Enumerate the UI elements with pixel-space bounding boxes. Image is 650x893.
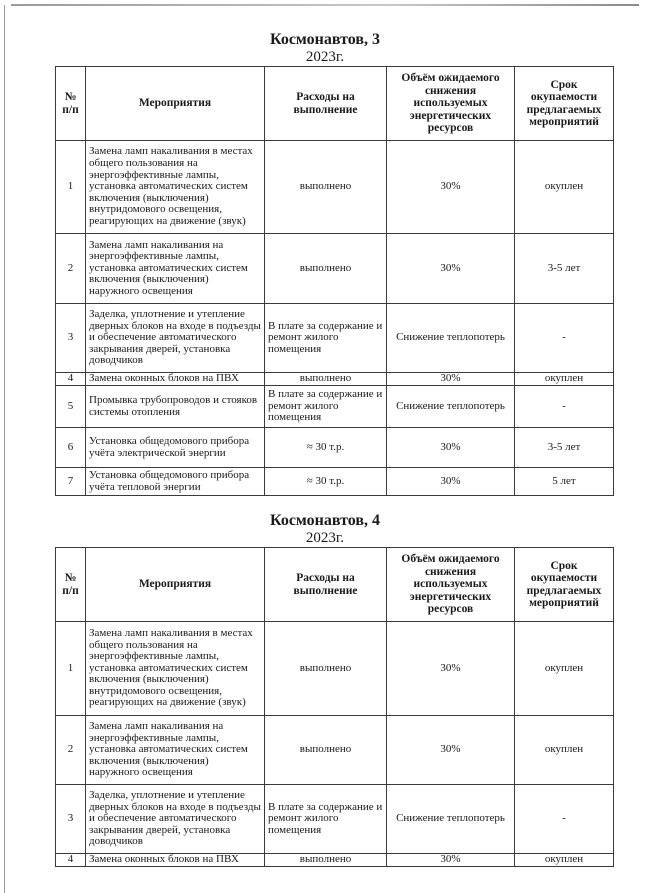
row-num: 6 xyxy=(56,428,86,468)
row-payback: - xyxy=(515,785,614,854)
row-measure: Установка общедомового прибора учёта электрической энергии xyxy=(86,428,265,468)
row-measure: Замена оконных блоков на ПВХ xyxy=(86,373,265,386)
row-payback: окуплен xyxy=(515,716,614,785)
row-cost: ≈ 30 т.р. xyxy=(265,428,387,468)
row-payback: окуплен xyxy=(515,854,614,867)
row-cost: ≈ 30 т.р. xyxy=(265,468,387,496)
row-payback: окуплен xyxy=(515,373,614,386)
table-header-row xyxy=(56,548,614,622)
row-payback: окуплен xyxy=(515,622,614,716)
table-row xyxy=(56,304,614,373)
section-year: 2023г. xyxy=(305,530,345,546)
measures-table xyxy=(55,66,614,496)
row-measure: Заделка, уплотнение и утепление дверных блоков на входе в подъезды и обеспечение автоматического закрывания дверей, установка доводчиков xyxy=(86,785,265,854)
row-num: 5 xyxy=(56,386,86,428)
row-reduction: Снижение теплопотерь xyxy=(387,785,515,854)
row-num: 2 xyxy=(56,234,86,304)
table-row xyxy=(56,386,614,428)
row-cost: В плате за содержание и ремонт жилого помещения xyxy=(265,386,387,428)
row-reduction: 30% xyxy=(387,428,515,468)
col-header-measure: Мероприятия xyxy=(86,548,265,622)
row-measure: Замена ламп накаливания в местах общего пользования на энергоэффективные лампы, установка автоматических систем включения (выключения) внутридомового освещения, реагирующих на движение (звук) xyxy=(86,622,265,716)
col-header-payback: Срок окупаемости предлагаемых мероприятий xyxy=(515,548,614,622)
row-payback: окуплен xyxy=(515,141,614,234)
row-num: 4 xyxy=(56,854,86,867)
row-cost: выполнено xyxy=(265,622,387,716)
row-reduction: 30% xyxy=(387,622,515,716)
row-measure: Заделка, уплотнение и утепление дверных блоков на входе в подъезды и обеспечение автоматического закрывания дверей, установка доводчиков xyxy=(86,304,265,373)
row-measure: Промывка трубопроводов и стояков системы отопления xyxy=(86,386,265,428)
row-reduction: Снижение теплопотерь xyxy=(387,386,515,428)
measures-table xyxy=(55,547,614,867)
table-row xyxy=(56,716,614,785)
col-header-reduction: Объём ожидаемого снижения используемых энергетических ресурсов xyxy=(387,67,515,141)
row-reduction: 30% xyxy=(387,234,515,304)
row-payback: - xyxy=(515,386,614,428)
row-reduction: 30% xyxy=(387,373,515,386)
row-measure: Установка общедомового прибора учёта тепловой энергии xyxy=(86,468,265,496)
row-measure: Замена ламп накаливания на энергоэффективные лампы, установка автоматических систем включения (выключения) наружного освещения xyxy=(86,234,265,304)
row-cost: выполнено xyxy=(265,141,387,234)
row-num: 1 xyxy=(56,622,86,716)
row-cost: выполнено xyxy=(265,373,387,386)
table-header-row xyxy=(56,67,614,141)
section-title: Космонавтов, 4 xyxy=(270,512,380,529)
row-measure: Замена ламп накаливания в местах общего пользования на энергоэффективные лампы, установка автоматических систем включения (выключения) внутридомового освещения, реагирующих на движение (звук) xyxy=(86,141,265,234)
section-year: 2023г. xyxy=(305,49,345,65)
row-cost: В плате за содержание и ремонт жилого помещения xyxy=(265,304,387,373)
table-row xyxy=(56,428,614,468)
row-measure: Замена оконных блоков на ПВХ xyxy=(86,854,265,867)
row-num: 7 xyxy=(56,468,86,496)
row-payback: 3-5 лет xyxy=(515,234,614,304)
row-num: 3 xyxy=(56,785,86,854)
row-cost: выполнено xyxy=(265,716,387,785)
col-header-reduction: Объём ожидаемого снижения используемых энергетических ресурсов xyxy=(387,548,515,622)
table-row xyxy=(56,785,614,854)
col-header-cost: Расходы на выполнение xyxy=(265,548,387,622)
row-num: 2 xyxy=(56,716,86,785)
col-header-num: № п/п xyxy=(56,67,86,141)
col-header-cost: Расходы на выполнение xyxy=(265,67,387,141)
table-row xyxy=(56,234,614,304)
row-payback: - xyxy=(515,304,614,373)
row-reduction: 30% xyxy=(387,468,515,496)
row-cost: выполнено xyxy=(265,854,387,867)
row-num: 1 xyxy=(56,141,86,234)
section-title: Космонавтов, 3 xyxy=(270,31,380,48)
row-reduction: 30% xyxy=(387,716,515,785)
table-row xyxy=(56,622,614,716)
row-cost: выполнено xyxy=(265,234,387,304)
scan-edge-top xyxy=(11,4,639,6)
table-row xyxy=(56,468,614,496)
row-payback: 3-5 лет xyxy=(515,428,614,468)
col-header-payback: Срок окупаемости предлагаемых мероприятий xyxy=(515,67,614,141)
scan-edge-left xyxy=(4,5,5,893)
table-row xyxy=(56,854,614,867)
row-measure: Замена ламп накаливания на энергоэффективные лампы, установка автоматических систем включения (выключения) наружного освещения xyxy=(86,716,265,785)
row-num: 4 xyxy=(56,373,86,386)
row-payback: 5 лет xyxy=(515,468,614,496)
row-num: 3 xyxy=(56,304,86,373)
row-cost: В плате за содержание и ремонт жилого помещения xyxy=(265,785,387,854)
table-row xyxy=(56,141,614,234)
row-reduction: 30% xyxy=(387,141,515,234)
row-reduction: Снижение теплопотерь xyxy=(387,304,515,373)
table-row xyxy=(56,373,614,386)
col-header-measure: Мероприятия xyxy=(86,67,265,141)
col-header-num: № п/п xyxy=(56,548,86,622)
row-reduction: 30% xyxy=(387,854,515,867)
